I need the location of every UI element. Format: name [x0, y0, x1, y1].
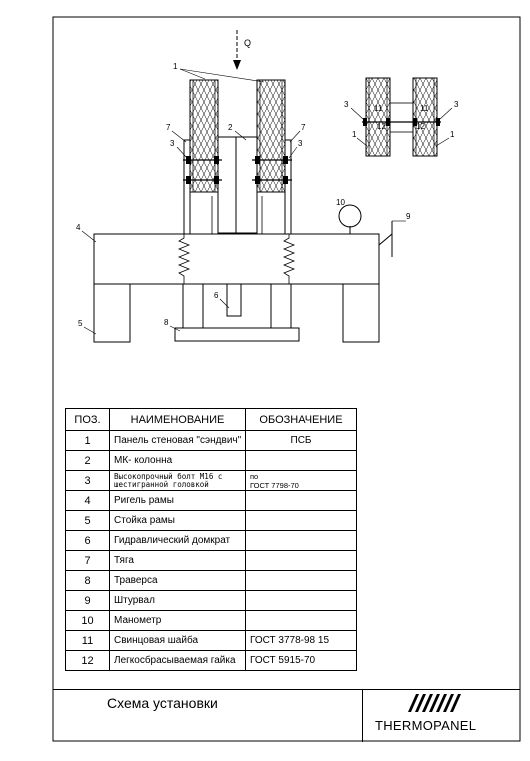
sandwich-panel-left	[190, 80, 218, 192]
table-row: 6 Гидравлический домкрат	[66, 531, 357, 551]
column	[218, 123, 257, 233]
detail-view	[344, 78, 459, 156]
svg-text:12: 12	[416, 122, 425, 131]
hand-wheel	[379, 212, 411, 257]
springs	[179, 234, 294, 284]
table-row: 7 Тяга	[66, 551, 357, 571]
company-logo-icon	[400, 694, 500, 712]
frame-posts	[78, 284, 379, 342]
svg-text:11: 11	[420, 104, 429, 113]
svg-text:9: 9	[406, 212, 411, 221]
hydraulic-jack	[214, 284, 241, 316]
manometer	[336, 198, 361, 234]
svg-text:12: 12	[377, 122, 386, 131]
svg-text:7: 7	[166, 123, 171, 132]
table-row: 12 Легкосбрасываемая гайка ГОСТ 5915-70	[66, 651, 357, 671]
svg-text:6: 6	[214, 291, 219, 300]
frame-beam	[76, 223, 379, 284]
traverse	[164, 284, 299, 341]
table-row: 4 Ригель рамы	[66, 491, 357, 511]
svg-text:5: 5	[78, 319, 83, 328]
table-row: 1 Панель стеновая "сэндвич" ПСБ	[66, 431, 357, 451]
table-row: 8 Траверса	[66, 571, 357, 591]
drawing-title: Схема установки	[107, 695, 218, 711]
table-row: 5 Стойка рамы	[66, 511, 357, 531]
svg-text:10: 10	[336, 198, 345, 207]
table-header-row	[66, 409, 357, 431]
header-pos: ПОЗ.	[66, 409, 110, 431]
svg-text:1: 1	[173, 62, 178, 71]
header-code: ОБОЗНАЧЕНИЕ	[246, 409, 357, 431]
svg-text:1: 1	[352, 130, 357, 139]
callout-1-top	[173, 62, 264, 82]
header-name: НАИМЕНОВАНИЕ	[110, 409, 246, 431]
svg-text:3: 3	[454, 100, 459, 109]
title-block	[53, 689, 520, 742]
svg-text:4: 4	[76, 223, 81, 232]
svg-text:3: 3	[344, 100, 349, 109]
table-row: 3 Высокопрочный болт М16 с шестигранной головкой по ГОСТ 7798-70	[66, 471, 357, 491]
svg-text:3: 3	[170, 139, 175, 148]
table-row: 9 Штурвал	[66, 591, 357, 611]
table-row: 2 МК- колонна	[66, 451, 357, 471]
company-name: THERMOPANEL	[375, 718, 477, 733]
svg-text:11: 11	[374, 104, 383, 113]
load-arrow	[233, 30, 251, 70]
svg-text:8: 8	[164, 318, 169, 327]
svg-text:1: 1	[450, 130, 455, 139]
svg-text:3: 3	[298, 139, 303, 148]
load-label: Q	[244, 38, 252, 48]
table-row: 11 Свинцовая шайба ГОСТ 3778-98 15	[66, 631, 357, 651]
title-block-divider	[362, 690, 363, 742]
table-row: 10 Манометр	[66, 611, 357, 631]
sandwich-panel-right	[257, 80, 285, 192]
specification-table	[65, 408, 357, 671]
svg-text:2: 2	[228, 123, 233, 132]
svg-text:7: 7	[301, 123, 306, 132]
